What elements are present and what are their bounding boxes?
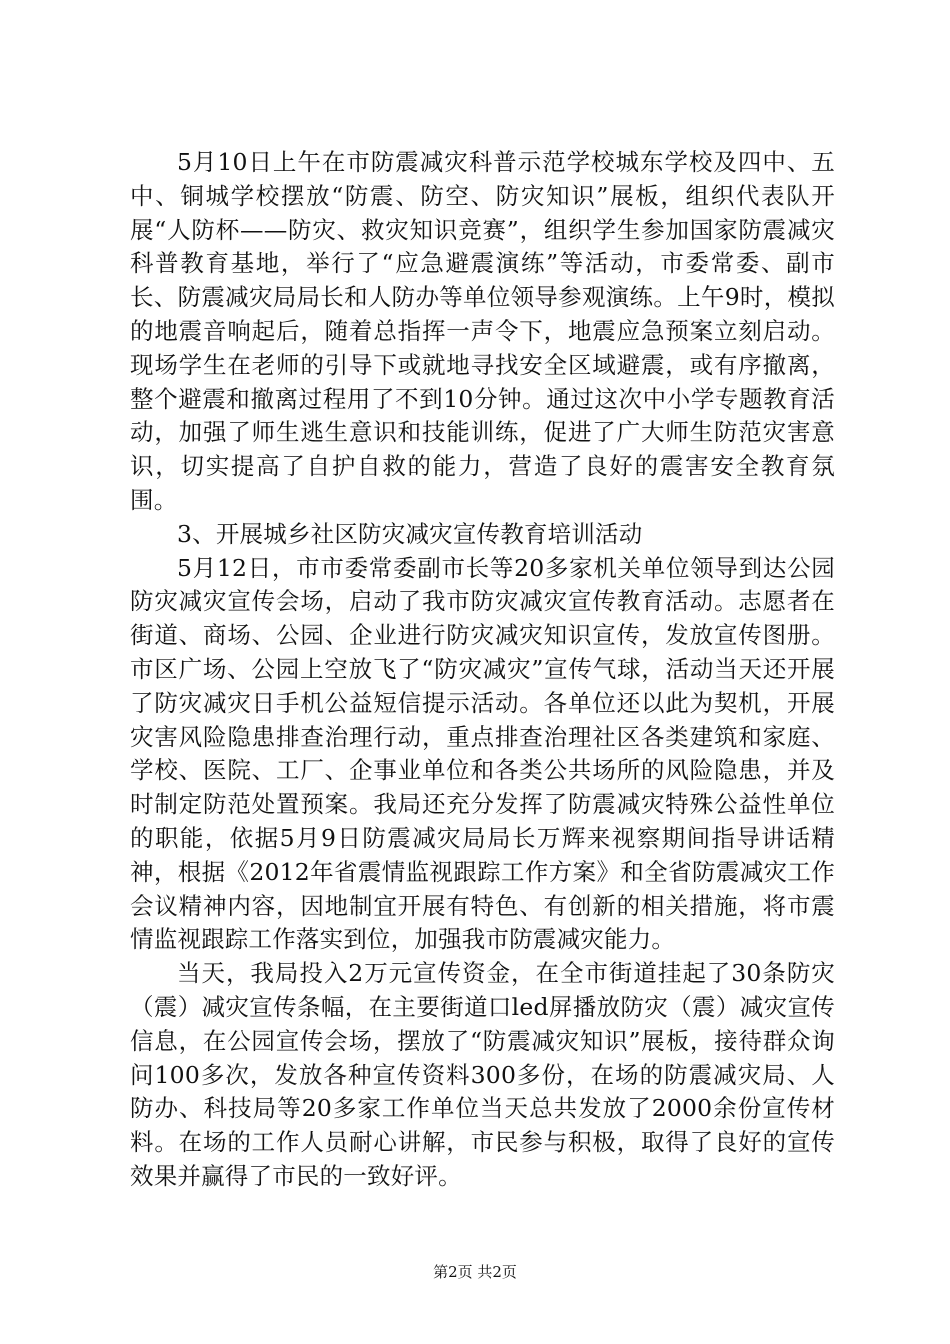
document-body (130, 146, 835, 1194)
section-heading-community-training: 3、开展城乡社区防灾减灾宣传教育培训活动 (177, 519, 643, 548)
paragraph-may-12-launch: 5月12日，市市委常委副市长等20多家机关单位领导到达公园防灾减灾宣传会场，启动了我市防灾减灾宣传教育活动。志愿者在街道、商场、公园、企业进行防灾减灾知识宣传，发放宣传图册。市区广场、公园上空放飞了“防灾减灾”宣传气球，活动当天还开展了防灾减灾日手机公益短信提示活动。各单位还以此为契机，开展灾害风险隐患排查治理行动，重点排查治理社区各类建筑和家庭、学校、医院、工厂、企事业单位和各类公共场所的风险隐患，并及时制定防范处置预案。我局还充分发挥了防震减灾特殊公益性单位的职能，依据5月9日防震减灾局局长万辉来视察期间指导讲话精神，根据《2012年省震情监视跟踪工作方案》和全省防震减灾工作会议精神内容，因地制宜开展有特色、有创新的相关措施，将市震情监视跟踪工作落实到位，加强我市防震减灾能力。 (130, 553, 835, 954)
page-footer: 第2页 共2页 (433, 1263, 517, 1281)
paragraph-publicity-results: 当天，我局投入2万元宣传资金，在全市街道挂起了30条防灾（震）减灾宣传条幅，在主要街道口led屏播放防灾（震）减灾宣传信息，在公园宣传会场，摆放了“防震减灾知识”展板，接待群众询问100多次，发放各种宣传资料300多份，在场的防震减灾局、人防办、科技局等20多家工作单位当天总共发放了2000余份宣传材料。在场的工作人员耐心讲解，市民参与积极，取得了良好的宣传效果并赢得了市民的一致好评。 (130, 959, 835, 1190)
paragraph-school-drill: 5月10日上午在市防震减灾科普示范学校城东学校及四中、五中、铜城学校摆放“防震、防空、防灾知识”展板，组织代表队开展“人防杯——防灾、救灾知识竞赛”，组织学生参加国家防震减灾科普教育基地，举行了“应急避震演练”等活动，市委常委、副市长、防震减灾局局长和人防办等单位领导参观演练。上午9时，模拟的地震音响起后，随着总指挥一声令下，地震应急预案立刻启动。现场学生在老师的引导下或就地寻找安全区域避震，或有序撤离，整个避震和撤离过程用了不到10分钟。通过这次中小学专题教育活动，加强了师生逃生意识和技能训练，促进了广大师生防范灾害意识，切实提高了自护自救的能力，营造了良好的震害安全教育氛围。 (130, 148, 835, 514)
